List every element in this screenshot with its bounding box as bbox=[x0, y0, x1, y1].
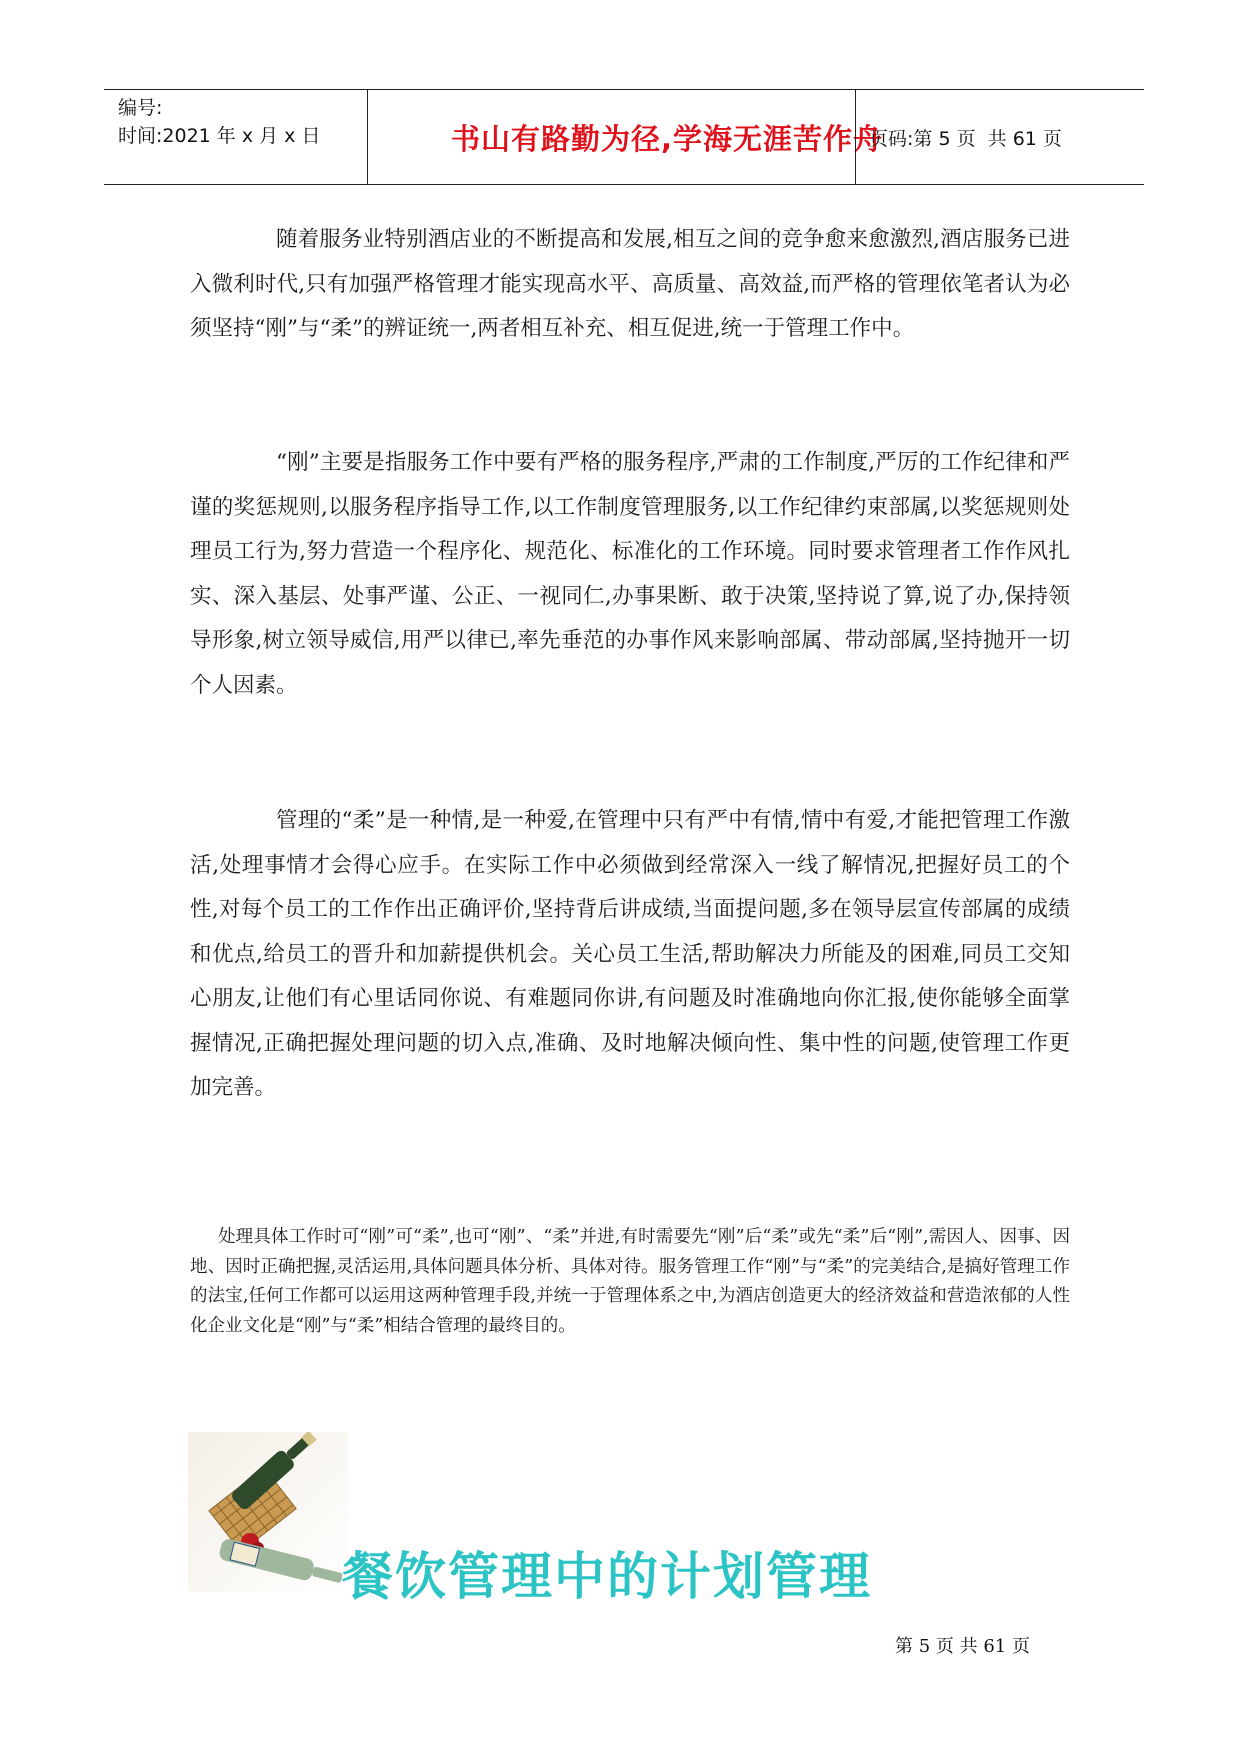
wine-bottle-basket-icon bbox=[188, 1432, 348, 1592]
body-paragraph: 随着服务业特别酒店业的不断提高和发展,相互之间的竞争愈来愈激烈,酒店服务已进入微利时代,只有加强严格管理才能实现高水平、高质量、高效益,而严格的管理依笔者认为必须坚持“刚”与“柔”的辨证统一,两者相互补充、相互促进,统一于管理工作中。 bbox=[190, 227, 1070, 341]
page-footer: 第 5 页 共 61 页 bbox=[895, 1636, 1030, 1657]
header-page-info: 页码:第 5 页 共 61 页 bbox=[869, 127, 1062, 150]
serial-label: 编号: bbox=[118, 97, 163, 119]
body-paragraph: 管理的“柔”是一种情,是一种爱,在管理中只有严中有情,情中有爱,才能把管理工作激活,处理事情才会得心应手。在实际工作中必须做到经常深入一线了解情况,把握好员工的个性,对每个员工的工作作出正确评价,坚持背后讲成绩,当面提问题,多在领导层宣传部属的成绩和优点,给员工的晋升和加薪提供机会。关心员工生活,帮助解决力所能及的困难,同员工交知心朋友,让他们有心里话同你说、有难题同你讲,有问题及时准确地向你汇报,使你能够全面掌握情况,正确把握处理问题的切入点,准确、及时地解决倾向性、集中性的问题,使管理工作更加完善。 bbox=[190, 808, 1070, 1100]
time-label: 时间:2021 年 x 月 x 日 bbox=[118, 125, 321, 147]
header-motto: 书山有路勤为径,学海无涯苦作舟 bbox=[450, 121, 884, 156]
header-divider bbox=[855, 90, 856, 184]
body-paragraph: 处理具体工作时可“刚”可“柔”,也可“刚”、“柔”并进,有时需要先“刚”后“柔”或先“柔”后“刚”,需因人、因事、因地、因时正确把握,灵活运用,具体问题具体分析、具体对待。服务管理工作“刚”与“柔”的完美结合,是搞好管理工作的法宝,任何工作都可以运用这两种管理手段,并统一于管理体系之中,为酒店创造更大的经济效益和营造浓郁的人性化企业文化是“刚”与“柔”相结合管理的最终目的。 bbox=[190, 1227, 1070, 1336]
section-title: 餐饮管理中的计划管理 bbox=[342, 1548, 873, 1607]
body-paragraph: “刚”主要是指服务工作中要有严格的服务程序,严肃的工作制度,严厉的工作纪律和严谨的奖惩规则,以服务程序指导工作,以工作制度管理服务,以工作纪律约束部属,以奖惩规则处理员工行为,努力营造一个程序化、规范化、标准化的工作环境。同时要求管理者工作作风扎实、深入基层、处事严谨、公正、一视同仁,办事果断、敢于决策,坚持说了算,说了办,保持领导形象,树立领导威信,用严以律已,率先垂范的办事作风来影响部属、带动部属,坚持抛开一切个人因素。 bbox=[190, 450, 1070, 698]
header-divider bbox=[367, 90, 368, 184]
page-header bbox=[104, 89, 1144, 185]
header-info bbox=[118, 94, 368, 150]
